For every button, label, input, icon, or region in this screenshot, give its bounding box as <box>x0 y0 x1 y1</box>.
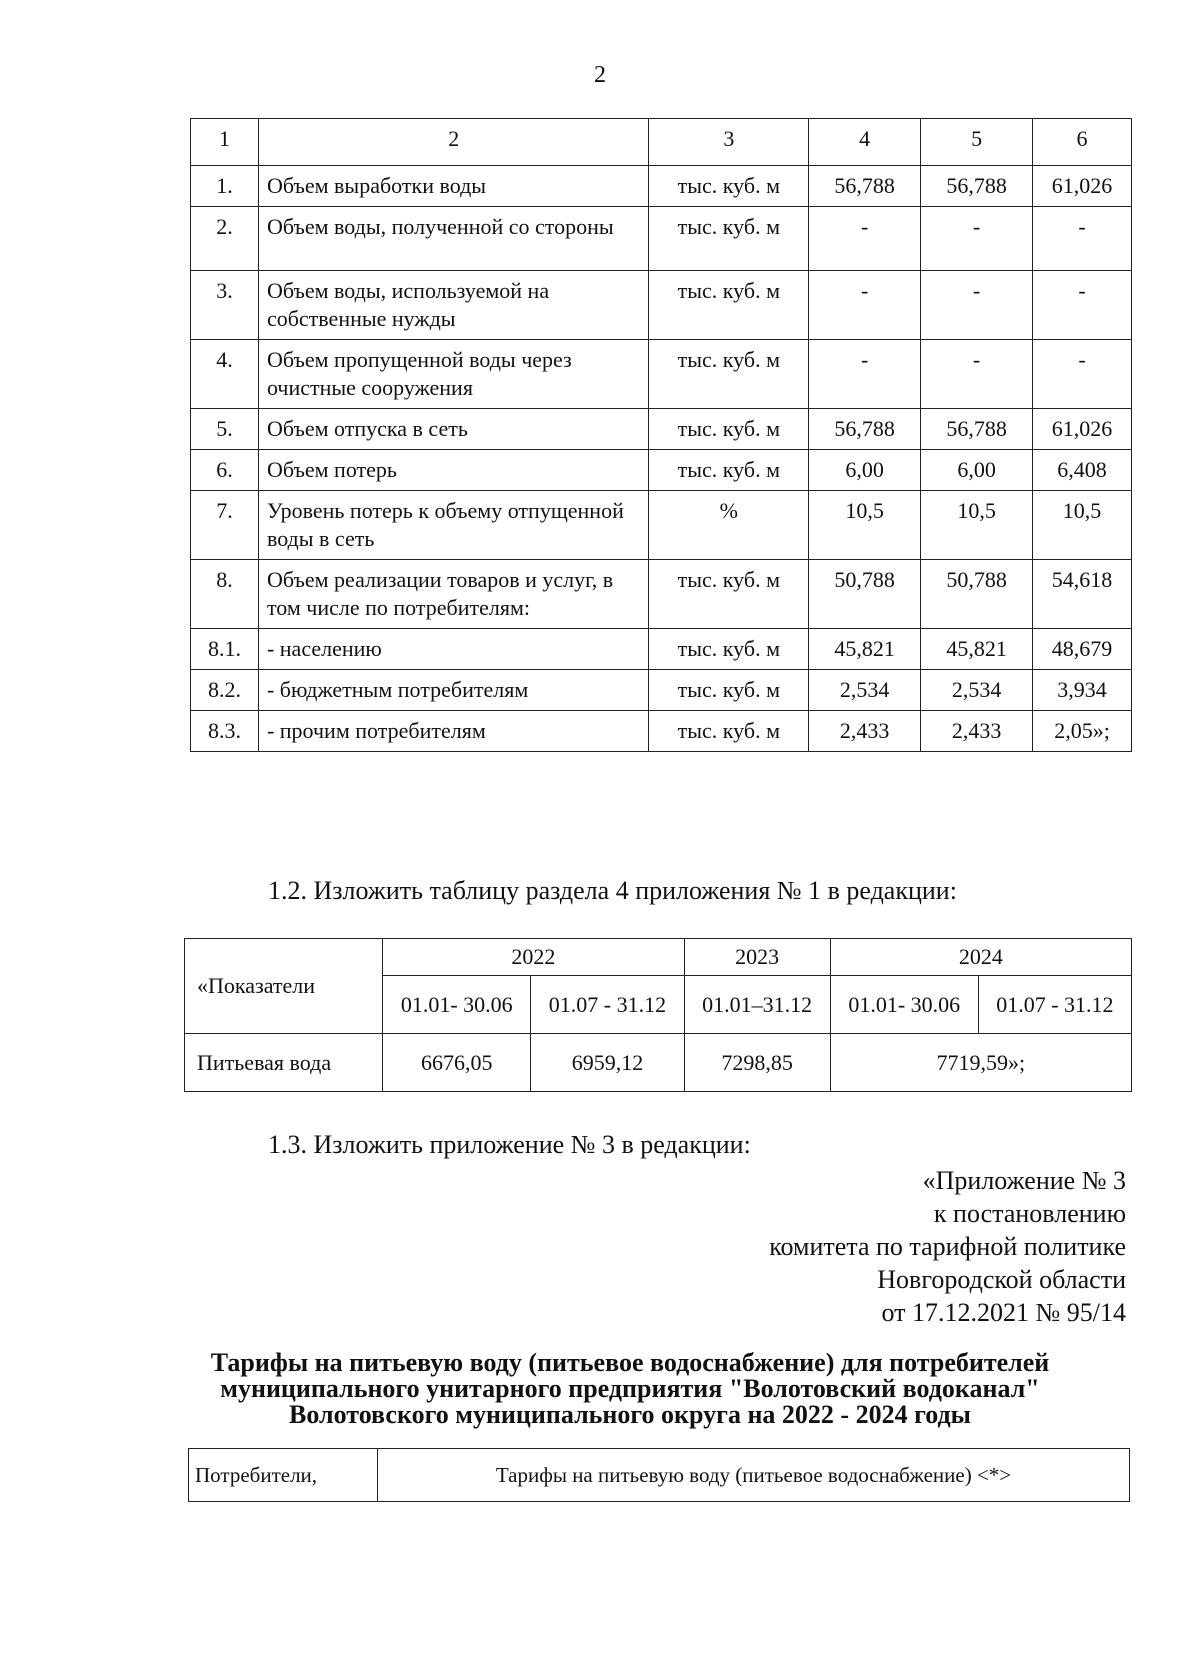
unit-cell: тыс. куб. м <box>649 670 809 711</box>
value-cell: 45,821 <box>921 629 1033 670</box>
value-cell: - <box>1033 340 1132 409</box>
value-cell: - <box>809 271 921 340</box>
value-cell: 6,00 <box>921 450 1033 491</box>
title-line: Волотовского муниципального округа на 2022 - 2024 годы <box>289 1400 971 1429</box>
years-row <box>185 939 1132 976</box>
row-number-cell: 8. <box>191 560 259 629</box>
value-cell: - <box>921 340 1033 409</box>
tariff-indicators-table <box>184 938 1132 1092</box>
unit-cell: тыс. куб. м <box>649 711 809 752</box>
table-row <box>191 271 1132 340</box>
value-cell: - <box>809 340 921 409</box>
value-cell: 2,05»; <box>1033 711 1132 752</box>
corner-label: «Показатели <box>185 939 383 1034</box>
value-cell: - <box>921 207 1033 271</box>
value-cell: 10,5 <box>809 491 921 560</box>
header-cell: 5 <box>921 119 1033 166</box>
value-cell: 56,788 <box>921 409 1033 450</box>
header-cell: 4 <box>809 119 921 166</box>
value-cell: 2,534 <box>921 670 1033 711</box>
value-cell: 48,679 <box>1033 629 1132 670</box>
row-number-cell: 8.2. <box>191 670 259 711</box>
unit-cell: тыс. куб. м <box>649 450 809 491</box>
value-cell: 54,618 <box>1033 560 1132 629</box>
table-header-row <box>191 119 1132 166</box>
row-number-cell: 1. <box>191 166 259 207</box>
unit-cell: тыс. куб. м <box>649 271 809 340</box>
period-cell: 01.01–31.12 <box>684 976 830 1034</box>
row-number-cell: 6. <box>191 450 259 491</box>
year-2024: 2024 <box>830 939 1131 976</box>
unit-cell: тыс. куб. м <box>649 207 809 271</box>
indicator-name-cell: Объем реализации товаров и услуг, в том числе по потребителям: <box>258 560 648 629</box>
value-cell: 7298,85 <box>684 1034 830 1092</box>
row-number-cell: 3. <box>191 271 259 340</box>
year-2023: 2023 <box>684 939 830 976</box>
table-row <box>191 670 1132 711</box>
row-number-cell: 4. <box>191 340 259 409</box>
value-cell: 2,433 <box>921 711 1033 752</box>
title-line: Тарифы на питьевую воду (питьевое водоснабжение) для потребителей <box>210 1348 1050 1377</box>
drinking-water-row <box>185 1034 1132 1092</box>
page-number: 2 <box>594 62 606 88</box>
value-cell: 3,934 <box>1033 670 1132 711</box>
unit-cell: % <box>649 491 809 560</box>
unit-cell: тыс. куб. м <box>649 409 809 450</box>
value-cell: 56,788 <box>809 166 921 207</box>
table-row <box>191 629 1132 670</box>
value-cell: 61,026 <box>1033 409 1132 450</box>
value-cell: 6,00 <box>809 450 921 491</box>
value-cell: 45,821 <box>809 629 921 670</box>
value-cell: 2,534 <box>809 670 921 711</box>
row-number-cell: 5. <box>191 409 259 450</box>
value-cell: 10,5 <box>921 491 1033 560</box>
value-cell: - <box>921 271 1033 340</box>
value-cell: 10,5 <box>1033 491 1132 560</box>
value-cell: 50,788 <box>809 560 921 629</box>
value-cell: 50,788 <box>921 560 1033 629</box>
value-cell: 6676,05 <box>383 1034 531 1092</box>
unit-cell: тыс. куб. м <box>649 629 809 670</box>
header-cell: 1 <box>191 119 259 166</box>
table-row <box>191 409 1132 450</box>
appendix-line: к постановлению <box>933 1199 1126 1228</box>
indicator-name-cell: Объем отпуска в сеть <box>258 409 648 450</box>
header-cell: 3 <box>649 119 809 166</box>
row-label: Питьевая вода <box>185 1034 383 1092</box>
unit-cell: тыс. куб. м <box>649 560 809 629</box>
header-cell: 6 <box>1033 119 1132 166</box>
indicator-name-cell: - прочим потребителям <box>258 711 648 752</box>
appendix-line: от 17.12.2021 № 95/14 <box>881 1298 1126 1327</box>
table-row <box>191 711 1132 752</box>
indicator-name-cell: - населению <box>258 629 648 670</box>
consumers-header: Потребители, <box>189 1449 378 1502</box>
indicator-name-cell: - бюджетным потребителям <box>258 670 648 711</box>
value-cell: 2,433 <box>809 711 921 752</box>
header-cell: 2 <box>258 119 648 166</box>
table-row <box>191 450 1132 491</box>
indicator-name-cell: Объем потерь <box>258 450 648 491</box>
indicator-name-cell: Объем воды, используемой на собственные нужды <box>258 271 648 340</box>
appendix-line: «Приложение № 3 <box>922 1166 1126 1195</box>
table-row <box>191 207 1132 271</box>
row-number-cell: 8.1. <box>191 629 259 670</box>
indicator-name-cell: Объем воды, полученной со стороны <box>258 207 648 271</box>
paragraph-1-3: 1.3. Изложить приложение № 3 в редакции: <box>268 1130 751 1159</box>
period-cell: 01.01- 30.06 <box>383 976 531 1034</box>
appendix-line: комитета по тарифной политике <box>769 1232 1126 1261</box>
table-header-row <box>189 1449 1130 1502</box>
unit-cell: тыс. куб. м <box>649 166 809 207</box>
value-cell: 56,788 <box>809 409 921 450</box>
value-cell: 61,026 <box>1033 166 1132 207</box>
production-volume-table <box>190 118 1132 752</box>
table-row <box>191 166 1132 207</box>
year-2022: 2022 <box>383 939 684 976</box>
table-row <box>191 340 1132 409</box>
table-row <box>191 491 1132 560</box>
tariffs-header: Тарифы на питьевую воду (питьевое водоснабжение) <*> <box>378 1449 1130 1502</box>
value-cell: - <box>809 207 921 271</box>
tariffs-table <box>188 1448 1130 1502</box>
period-cell: 01.07 - 31.12 <box>531 976 684 1034</box>
table-row <box>191 560 1132 629</box>
period-cell: 01.01- 30.06 <box>830 976 978 1034</box>
unit-cell: тыс. куб. м <box>649 340 809 409</box>
document-title <box>160 1350 1100 1428</box>
value-cell: - <box>1033 271 1132 340</box>
appendix-line: Новгородской области <box>877 1265 1126 1294</box>
value-cell: 6959,12 <box>531 1034 684 1092</box>
appendix-heading <box>769 1164 1126 1329</box>
value-cell: 6,408 <box>1033 450 1132 491</box>
indicator-name-cell: Объем пропущенной воды через очистные сооружения <box>258 340 648 409</box>
row-number-cell: 7. <box>191 491 259 560</box>
title-line: муниципального унитарного предприятия "Волотовский водоканал" <box>220 1374 1040 1403</box>
paragraph-1-2: 1.2. Изложить таблицу раздела 4 приложения № 1 в редакции: <box>268 876 957 905</box>
value-cell: 56,788 <box>921 166 1033 207</box>
indicator-name-cell: Объем выработки воды <box>258 166 648 207</box>
period-cell: 01.07 - 31.12 <box>978 976 1131 1034</box>
value-cell: - <box>1033 207 1132 271</box>
row-number-cell: 2. <box>191 207 259 271</box>
row-number-cell: 8.3. <box>191 711 259 752</box>
indicator-name-cell: Уровень потерь к объему отпущенной воды в сеть <box>258 491 648 560</box>
value-cell: 7719,59»; <box>830 1034 1131 1092</box>
